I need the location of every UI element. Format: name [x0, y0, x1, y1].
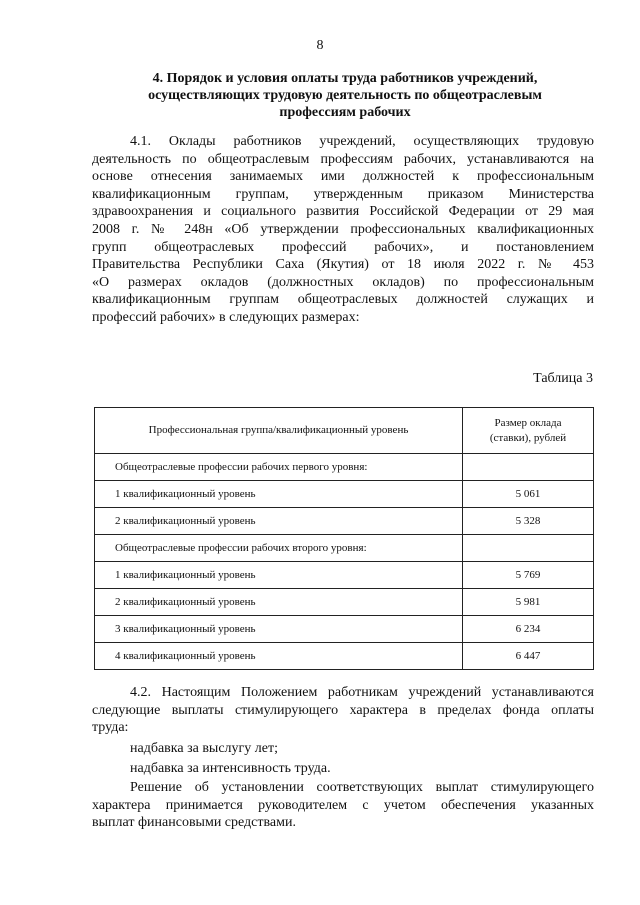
table-cell-value: 6 234	[463, 616, 594, 643]
paragraph-line: профессий рабочих» в следующих размерах:	[92, 309, 360, 325]
paragraph-line: квалификационным группам общеотраслевых должностей служащих и	[92, 292, 594, 308]
table-cell-value: 5 061	[463, 481, 594, 508]
table-header-salary-line: (ставки), рублей	[489, 431, 567, 444]
section-heading-line: 4. Порядок и условия оплаты труда работников учреждений,	[152, 71, 538, 86]
table-cell-value: 6 447	[463, 643, 594, 670]
table-cell-value: 5 328	[463, 508, 594, 535]
table-caption: Таблица 3	[533, 371, 593, 386]
table-cell-label: 1 квалификационный уровень	[95, 562, 463, 589]
paragraph-line: квалификационным группам, утвержденным приказом Министерства	[92, 186, 594, 202]
paragraph-line: «О размерах окладов (должностных окладов) по профессиональным	[92, 274, 594, 290]
paragraph-decision	[92, 779, 594, 832]
table-cell-label: 3 квалификационный уровень	[95, 616, 463, 643]
section-heading	[95, 70, 595, 121]
table-cell-label: Общеотраслевые профессии рабочих второго уровня:	[95, 535, 463, 562]
paragraph-line: характера принимается руководителем с учетом обеспечения указанных	[92, 797, 594, 813]
paragraph-line: основе отнесения занимаемых ими должностей к профессиональным	[92, 169, 594, 185]
paragraph-4-2	[92, 684, 594, 737]
paragraph-line: Решение об установлении соответствующих выплат стимулирующего	[130, 780, 594, 795]
table-cell-label: 1 квалификационный уровень	[95, 481, 463, 508]
salary-table	[94, 407, 594, 670]
table-row	[95, 454, 594, 481]
table-header-row	[95, 408, 594, 454]
table-cell-label: 2 квалификационный уровень	[95, 508, 463, 535]
page-number: 8	[316, 38, 324, 53]
paragraph-line: здравоохранения и социального развития Российской Федерации от 29 мая	[92, 204, 594, 220]
table-row	[95, 643, 594, 670]
paragraph-line: 4.2. Настоящим Положением работникам учреждений устанавливаются	[130, 685, 594, 700]
table-header-salary	[463, 408, 594, 454]
paragraph-line: 4.1. Оклады работников учреждений, осуществляющих трудовую	[130, 134, 594, 149]
table-cell-label: 4 квалификационный уровень	[95, 643, 463, 670]
paragraph-line: 2008 г. № 248н «Об утверждении профессиональных квалификационных	[92, 221, 594, 237]
paragraph-line: выплат финансовыми средствами.	[92, 815, 296, 831]
table-cell-value	[463, 535, 594, 562]
paragraph-line: Правительства Республики Саха (Якутия) от 18 июля 2022 г. № 453	[92, 257, 594, 273]
section-heading-line: профессиям рабочих	[279, 105, 411, 120]
table-cell-value: 5 981	[463, 589, 594, 616]
table-row	[95, 562, 594, 589]
table-row	[95, 589, 594, 616]
paragraph-line: групп общеотраслевых профессий рабочих», и постановлением	[92, 239, 594, 255]
list-item: надбавка за интенсивность труда.	[130, 761, 331, 776]
paragraph-line: деятельность по общеотраслевым профессиям рабочих, устанавливаются на	[92, 151, 594, 167]
table-row	[95, 508, 594, 535]
table-cell-value: 5 769	[463, 562, 594, 589]
table-row	[95, 535, 594, 562]
section-heading-line: осуществляющих трудовую деятельность по общеотраслевым	[148, 88, 542, 103]
table-cell-label: 2 квалификационный уровень	[95, 589, 463, 616]
paragraph-4-1	[92, 133, 594, 327]
table-header-salary-line: Размер оклада	[494, 416, 562, 429]
table-cell-value	[463, 454, 594, 481]
table-row	[95, 616, 594, 643]
paragraph-line: труда:	[92, 720, 129, 736]
paragraph-line: следующие выплаты стимулирующего характера в пределах фонда оплаты	[92, 702, 594, 718]
table-row	[95, 481, 594, 508]
table-header-group: Профессиональная группа/квалификационный уровень	[95, 408, 463, 454]
table-cell-label: Общеотраслевые профессии рабочих первого уровня:	[95, 454, 463, 481]
list-item: надбавка за выслугу лет;	[130, 741, 278, 756]
